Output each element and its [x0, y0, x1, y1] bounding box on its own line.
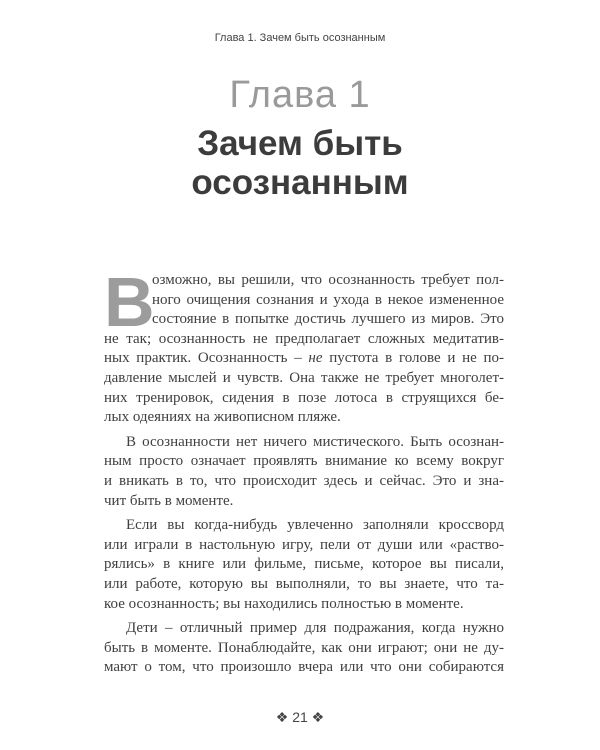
chapter-label: Глава 1	[229, 74, 371, 116]
running-header: Глава 1. Зачем быть осознанным	[214, 32, 386, 44]
text-line: кое осознанность; вы находились полностью в моменте.	[104, 595, 464, 612]
text-line: или работе, которую вы выполняли, то вы знаете, что та-	[104, 575, 504, 592]
text-line: них тренировок, сидения в позе лотоса в струящихся бе-	[104, 389, 504, 406]
text-line: Если вы когда-нибудь увлеченно заполняли кроссворд	[126, 517, 504, 534]
text-line: состояние в попытке достичь лучшего из миров. Это	[152, 311, 504, 328]
paragraph-2	[104, 433, 504, 511]
paragraph-3	[104, 516, 504, 614]
chapter-title	[0, 124, 600, 202]
text-line: не так; осознанность не предполагает сложных медитатив-	[104, 330, 504, 347]
text-line: озможно, вы решили, что осознанность требует пол-	[152, 272, 504, 288]
text-line: Дети – отличный пример для подражания, когда нужно	[126, 620, 504, 637]
text-line: ных практик. Осознанность – не пустота в голове и не по-	[104, 350, 505, 367]
body-text	[104, 263, 505, 683]
text-line: ного очищения сознания и ухода в некое измененное	[152, 291, 504, 308]
drop-cap: В	[104, 263, 155, 341]
paragraph-4	[104, 619, 504, 678]
text-line: и вникать в то, что происходит здесь и сейчас. Это и зна-	[104, 472, 504, 489]
text-line: или играли в настольную игру, пели от души или «раство-	[104, 536, 504, 553]
text-line: давление мыслей и чувств. Она также не требует многолет-	[104, 369, 504, 386]
text-line: лых одеяниях на живописном пляже.	[104, 409, 341, 426]
page-number: ❖ 21 ❖	[275, 709, 325, 725]
text-line: рялись» в книге или фильме, письме, которое вы писали,	[104, 556, 504, 573]
text-line: В осознанности нет ничего мистического. Быть осознан-	[126, 433, 504, 450]
text-line: быть в моменте. Понаблюдайте, как они играют; они не ду-	[104, 639, 504, 656]
text-line: ным просто означает проявлять внимание ко всему вокруг	[104, 453, 504, 470]
text-line: мают о том, что произошло вчера или что они собираются	[104, 659, 504, 676]
title-line: Зачем быть	[197, 124, 403, 163]
text-line: чит быть в моменте.	[104, 492, 234, 509]
emphasis: не	[308, 350, 323, 367]
title-line: осознанным	[191, 163, 409, 202]
paragraph-1	[104, 263, 505, 428]
